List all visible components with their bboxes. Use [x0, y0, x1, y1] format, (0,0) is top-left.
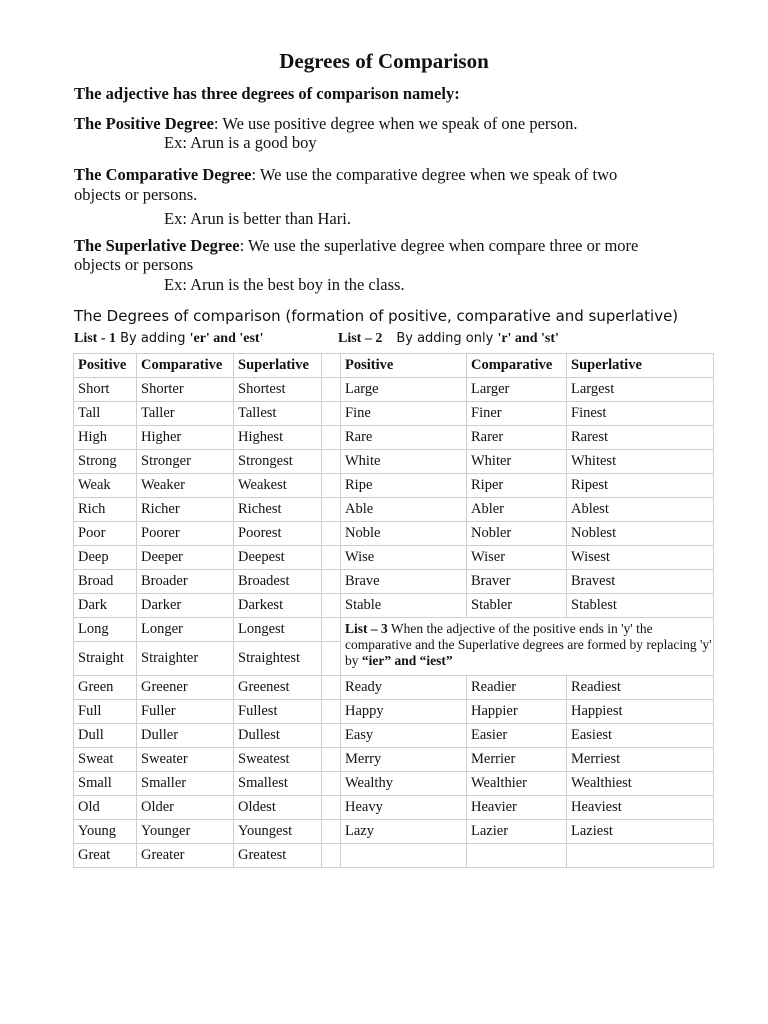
table-cell: Deep — [74, 546, 137, 570]
table-cell: Finer — [467, 402, 567, 426]
spacer-cell — [322, 354, 341, 378]
table-cell: Tall — [74, 402, 137, 426]
spacer-cell — [322, 546, 341, 570]
table-cell: Wiser — [467, 546, 567, 570]
positive-definition — [74, 114, 577, 134]
table-cell: Poorest — [234, 522, 322, 546]
table-header-row — [74, 354, 714, 378]
table-cell: Taller — [137, 402, 234, 426]
table-row — [74, 498, 714, 522]
table-row — [74, 474, 714, 498]
spacer-cell — [322, 402, 341, 426]
spacer-cell — [322, 522, 341, 546]
list2-suffix: 'r' and 'st' — [497, 331, 559, 346]
table-cell: Higher — [137, 426, 234, 450]
table-row — [74, 820, 714, 844]
comparison-table — [73, 353, 714, 868]
table-cell: Larger — [467, 378, 567, 402]
spacer-cell — [322, 642, 341, 676]
table-row — [74, 676, 714, 700]
table-cell: Longer — [137, 618, 234, 642]
table-row — [74, 844, 714, 868]
table-cell: Easiest — [567, 724, 714, 748]
table-cell: Green — [74, 676, 137, 700]
list2-heading — [338, 331, 559, 347]
table-cell: Bravest — [567, 570, 714, 594]
table-cell: Stablest — [567, 594, 714, 618]
table-cell: Merrier — [467, 748, 567, 772]
table-cell: Heaviest — [567, 796, 714, 820]
spacer-cell — [322, 796, 341, 820]
table-cell: Happier — [467, 700, 567, 724]
table-cell: Straighter — [137, 642, 234, 676]
table-cell: Richest — [234, 498, 322, 522]
table-cell: Deepest — [234, 546, 322, 570]
comparative-definition — [74, 165, 617, 185]
positive-text: : We use positive degree when we speak of one person. — [213, 114, 578, 133]
spacer-cell — [322, 594, 341, 618]
table-row — [74, 700, 714, 724]
table-row — [74, 618, 714, 642]
table-cell: Duller — [137, 724, 234, 748]
table-cell: Merriest — [567, 748, 714, 772]
table-cell: Braver — [467, 570, 567, 594]
positive-label: The Positive Degree — [74, 114, 214, 133]
table-cell: Large — [341, 378, 467, 402]
table-cell: Younger — [137, 820, 234, 844]
table-cell: Whiter — [467, 450, 567, 474]
table-cell: Noble — [341, 522, 467, 546]
list1-text: By adding — [116, 331, 190, 346]
spacer-cell — [322, 844, 341, 868]
table-cell: Wise — [341, 546, 467, 570]
spacer-cell — [322, 820, 341, 844]
spacer-cell — [322, 724, 341, 748]
list2-text: By adding only — [396, 331, 498, 346]
list1-suffix: 'er' and 'est' — [189, 331, 264, 346]
table-cell: Greater — [137, 844, 234, 868]
table-cell: Sweat — [74, 748, 137, 772]
table-cell: Short — [74, 378, 137, 402]
list1-heading — [74, 331, 263, 347]
table-cell: Laziest — [567, 820, 714, 844]
list3-label: List – 3 — [345, 621, 388, 636]
spacer-cell — [322, 426, 341, 450]
table-cell: Dark — [74, 594, 137, 618]
superlative-definition — [74, 236, 638, 256]
table-cell: Wisest — [567, 546, 714, 570]
table-cell: Fine — [341, 402, 467, 426]
table-cell: Weakest — [234, 474, 322, 498]
table-cell: Shorter — [137, 378, 234, 402]
table-cell: Heavier — [467, 796, 567, 820]
spacer-cell — [322, 378, 341, 402]
table-cell: Wealthiest — [567, 772, 714, 796]
table-cell: Oldest — [234, 796, 322, 820]
table-cell: Full — [74, 700, 137, 724]
spacer-cell — [322, 618, 341, 642]
table-cell: Young — [74, 820, 137, 844]
table-cell: Fullest — [234, 700, 322, 724]
table-cell: Easier — [467, 724, 567, 748]
superlative-definition-cont: objects or persons — [74, 255, 194, 274]
table-cell: Noblest — [567, 522, 714, 546]
table-cell: Greener — [137, 676, 234, 700]
table-cell: Greatest — [234, 844, 322, 868]
table-row — [74, 724, 714, 748]
table-cell: Weaker — [137, 474, 234, 498]
spacer-cell — [322, 570, 341, 594]
table-row — [74, 546, 714, 570]
table-cell: Straightest — [234, 642, 322, 676]
list3-note — [341, 618, 714, 676]
table-cell: Sweater — [137, 748, 234, 772]
table-cell: Tallest — [234, 402, 322, 426]
comparison-table-body — [74, 354, 714, 868]
table-cell: Wealthy — [341, 772, 467, 796]
table-cell: Dullest — [234, 724, 322, 748]
table-cell: Finest — [567, 402, 714, 426]
table-row — [74, 402, 714, 426]
superlative-label: The Superlative Degree — [74, 236, 240, 255]
table-cell: Strong — [74, 450, 137, 474]
table-cell: Ready — [341, 676, 467, 700]
table-cell: Dull — [74, 724, 137, 748]
table-cell: Smaller — [137, 772, 234, 796]
comparative-definition-cont: objects or persons. — [74, 185, 198, 204]
comparative-label: The Comparative Degree — [74, 165, 252, 184]
table-cell: Highest — [234, 426, 322, 450]
comparative-example: Ex: Arun is better than Hari. — [164, 209, 351, 228]
table-cell: Older — [137, 796, 234, 820]
table-row — [74, 378, 714, 402]
table-cell: Long — [74, 618, 137, 642]
spacer-cell — [322, 772, 341, 796]
table-row — [74, 772, 714, 796]
table-cell: Broad — [74, 570, 137, 594]
table-row — [74, 796, 714, 820]
empty-cell — [341, 844, 467, 868]
table-cell: Readier — [467, 676, 567, 700]
table-cell: Poor — [74, 522, 137, 546]
header-cell: Comparative — [467, 354, 567, 378]
table-cell: Longest — [234, 618, 322, 642]
table-cell: High — [74, 426, 137, 450]
table-row — [74, 748, 714, 772]
table-cell: Nobler — [467, 522, 567, 546]
table-cell: Darker — [137, 594, 234, 618]
positive-example: Ex: Arun is a good boy — [164, 133, 317, 152]
table-row — [74, 426, 714, 450]
table-cell: Whitest — [567, 450, 714, 474]
table-cell: Readiest — [567, 676, 714, 700]
page-title: Degrees of Comparison — [279, 49, 489, 73]
table-cell: Weak — [74, 474, 137, 498]
table-cell: Stable — [341, 594, 467, 618]
table-cell: Fuller — [137, 700, 234, 724]
comparative-text: : We use the comparative degree when we speak of two — [251, 165, 618, 184]
spacer-cell — [322, 498, 341, 522]
table-cell: Largest — [567, 378, 714, 402]
spacer-cell — [322, 450, 341, 474]
table-cell: Rarest — [567, 426, 714, 450]
table-cell: Rich — [74, 498, 137, 522]
table-cell: Stabler — [467, 594, 567, 618]
table-cell: Broadest — [234, 570, 322, 594]
table-subheading: The Degrees of comparison (formation of positive, comparative and superlative) — [74, 307, 679, 325]
spacer-cell — [322, 700, 341, 724]
spacer-cell — [322, 474, 341, 498]
table-cell: Ablest — [567, 498, 714, 522]
table-row — [74, 450, 714, 474]
table-cell: White — [341, 450, 467, 474]
table-cell: Rare — [341, 426, 467, 450]
intro-text: The adjective has three degrees of comparison namely: — [74, 84, 460, 103]
header-cell: Positive — [74, 354, 137, 378]
table-cell: Wealthier — [467, 772, 567, 796]
table-cell: Merry — [341, 748, 467, 772]
table-cell: Poorer — [137, 522, 234, 546]
spacer-cell — [322, 748, 341, 772]
table-row — [74, 570, 714, 594]
table-cell: Shortest — [234, 378, 322, 402]
table-cell: Stronger — [137, 450, 234, 474]
table-cell: Straight — [74, 642, 137, 676]
list3-text: When the adjective of the positive ends in 'y' the comparative and the Superlative degrees are formed by replacing 'y' by — [345, 621, 712, 668]
table-cell: Richer — [137, 498, 234, 522]
superlative-example: Ex: Arun is the best boy in the class. — [164, 275, 405, 294]
table-cell: Strongest — [234, 450, 322, 474]
header-cell: Superlative — [234, 354, 322, 378]
table-cell: Happiest — [567, 700, 714, 724]
table-cell: Ripest — [567, 474, 714, 498]
table-cell: Smallest — [234, 772, 322, 796]
table-cell: Rarer — [467, 426, 567, 450]
spacer-cell — [322, 676, 341, 700]
table-row — [74, 522, 714, 546]
list2-label: List – 2 — [338, 331, 383, 346]
header-cell: Superlative — [567, 354, 714, 378]
table-cell: Brave — [341, 570, 467, 594]
table-cell: Abler — [467, 498, 567, 522]
table-cell: Broader — [137, 570, 234, 594]
superlative-text: : We use the superlative degree when compare three or more — [239, 236, 639, 255]
list1-label: List - 1 — [74, 331, 116, 346]
table-cell: Lazy — [341, 820, 467, 844]
table-cell: Lazier — [467, 820, 567, 844]
table-cell: Greenest — [234, 676, 322, 700]
empty-cell — [467, 844, 567, 868]
table-cell: Old — [74, 796, 137, 820]
empty-cell — [567, 844, 714, 868]
table-cell: Small — [74, 772, 137, 796]
table-cell: Great — [74, 844, 137, 868]
table-cell: Easy — [341, 724, 467, 748]
header-cell: Positive — [341, 354, 467, 378]
table-cell: Youngest — [234, 820, 322, 844]
table-cell: Darkest — [234, 594, 322, 618]
table-cell: Riper — [467, 474, 567, 498]
table-cell: Able — [341, 498, 467, 522]
table-cell: Ripe — [341, 474, 467, 498]
table-cell: Heavy — [341, 796, 467, 820]
header-cell: Comparative — [137, 354, 234, 378]
table-row — [74, 594, 714, 618]
table-cell: Sweatest — [234, 748, 322, 772]
list3-suffix: “ier” and “iest” — [361, 653, 453, 668]
table-cell: Deeper — [137, 546, 234, 570]
table-cell: Happy — [341, 700, 467, 724]
